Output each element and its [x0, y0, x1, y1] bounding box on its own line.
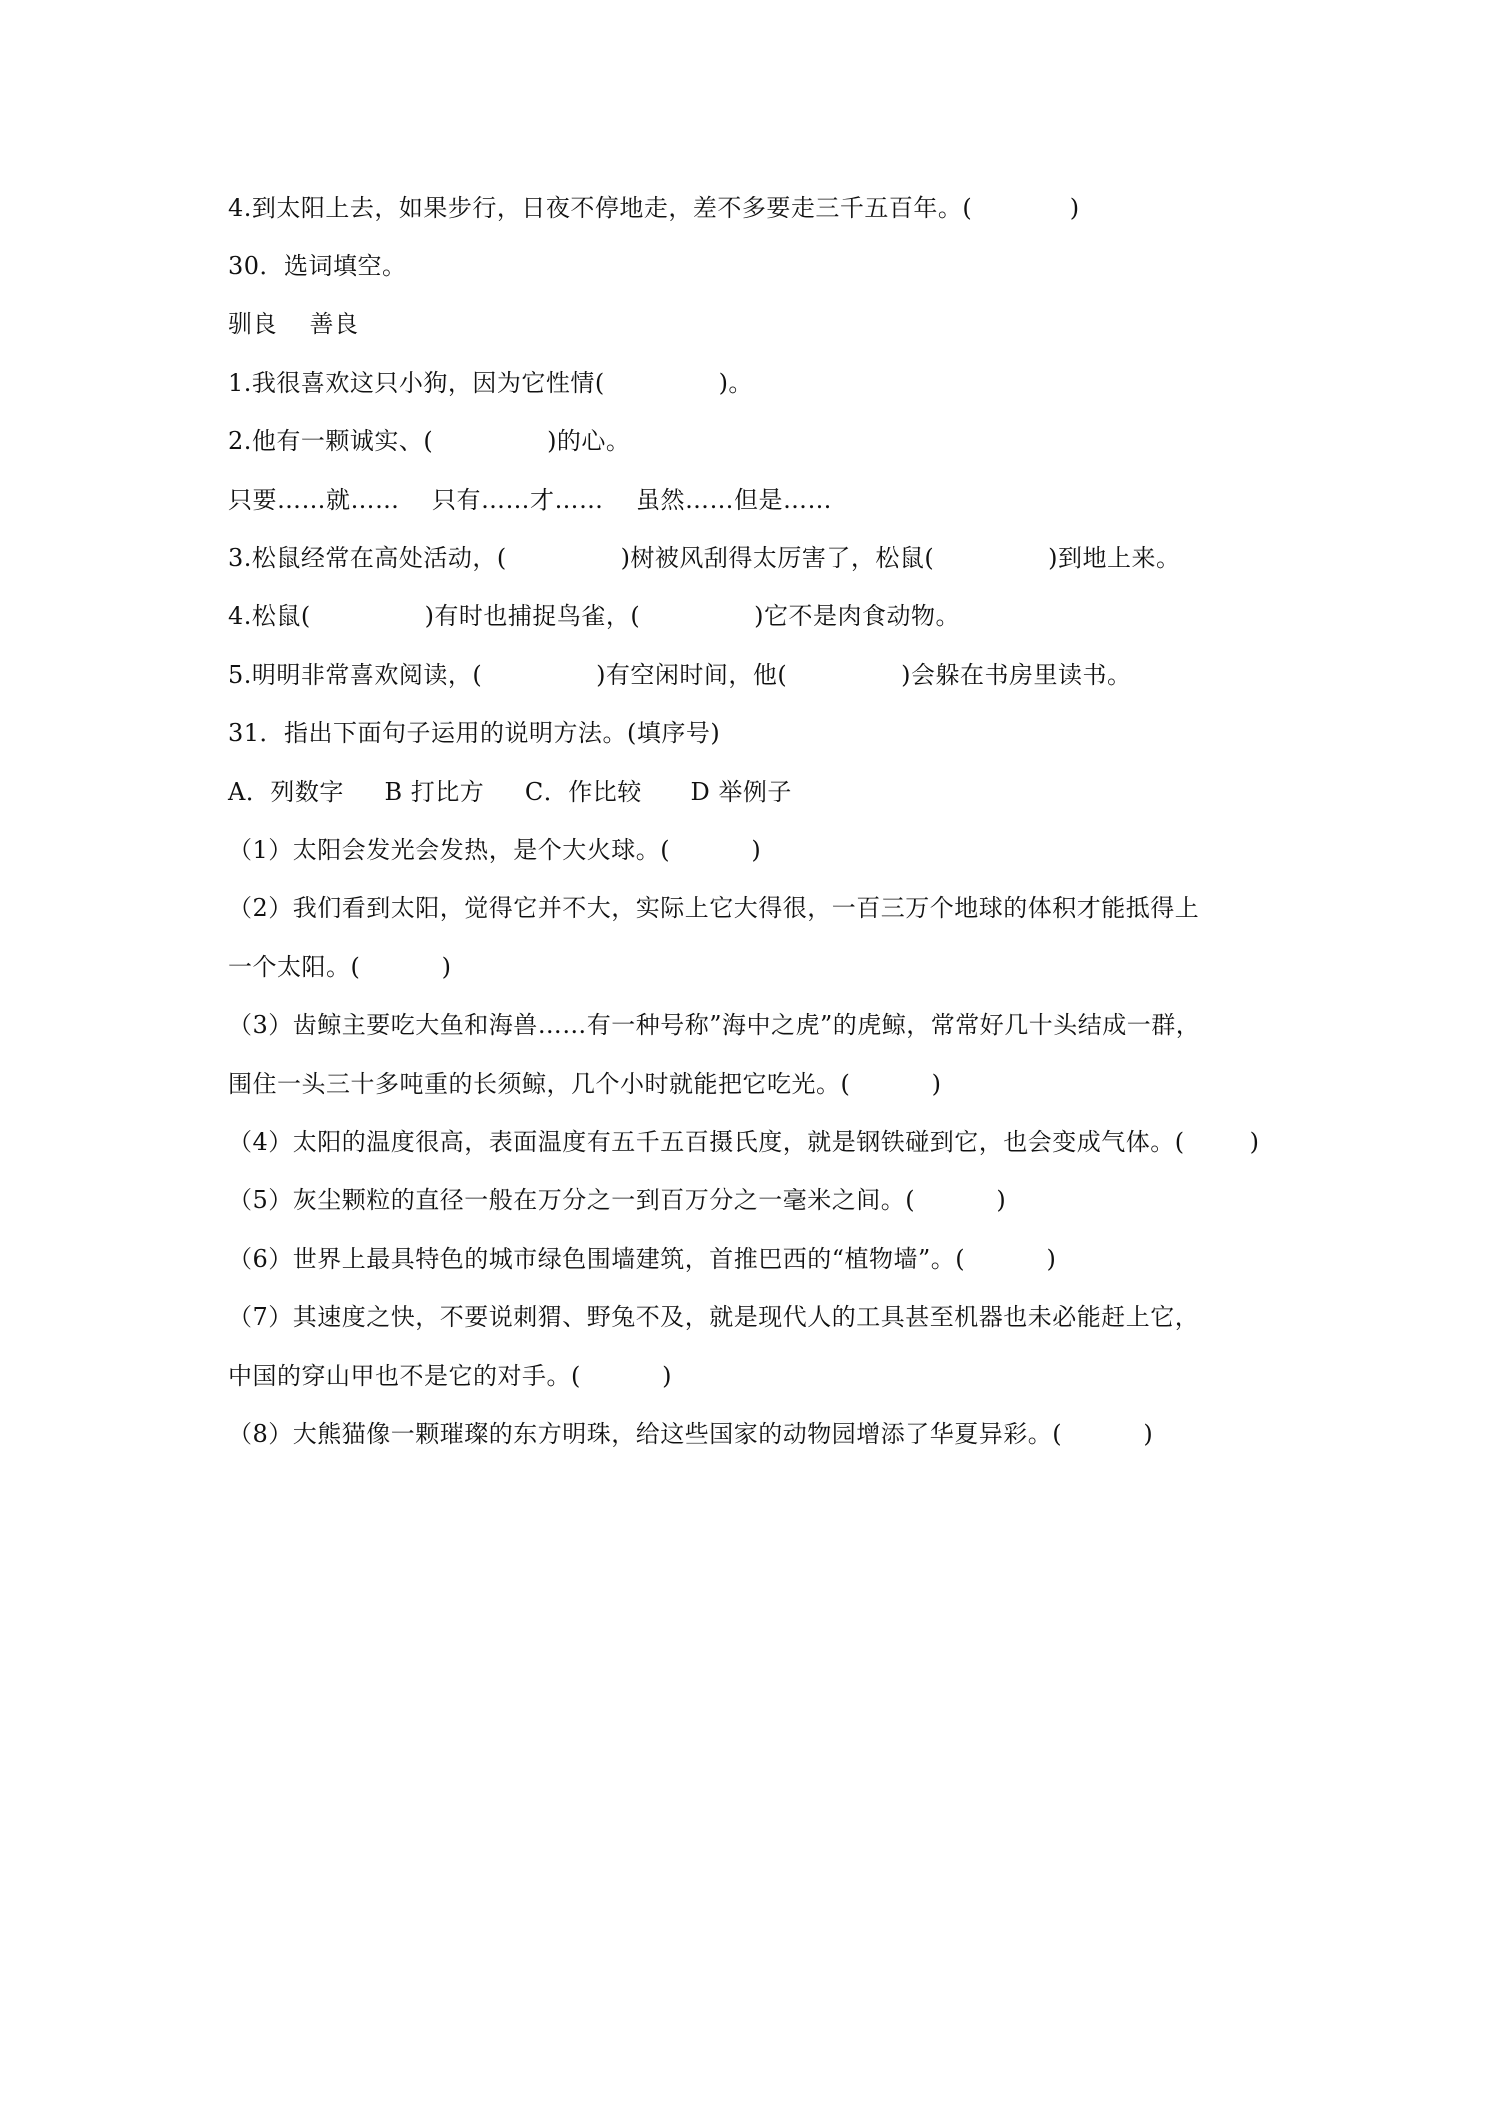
q31-options: A．列数字 B 打比方 C．作比较 D 举例子	[228, 778, 792, 806]
q31-sentence-7-line1: （7）其速度之快，不要说刺猬、野兔不及，就是现代人的工具甚至机器也未必能赶上它，	[228, 1303, 1200, 1331]
q31-sentence-7-line2: 中国的穿山甲也不是它的对手。( )	[228, 1362, 673, 1390]
q30-item3: 3.松鼠经常在高处活动，( )树被风刮得太厉害了，松鼠( )到地上来。	[228, 544, 1181, 572]
q30-item4: 4.松鼠( )有时也捕捉鸟雀，( )它不是肉食动物。	[228, 602, 960, 630]
q31-title: 31．指出下面句子运用的说明方法。(填序号)	[228, 719, 721, 747]
q30-title: 30．选词填空。	[228, 252, 407, 280]
q30-word-group-1: 驯良 善良	[228, 310, 359, 338]
q29-item4: 4.到太阳上去，如果步行，日夜不停地走，差不多要走三千五百年。( )	[228, 194, 1080, 222]
q31-sentence-3-line1: （3）齿鲸主要吃大鱼和海兽……有一种号称”海中之虎”的虎鲸，常常好几十头结成一群，	[228, 1011, 1201, 1039]
q30-word-group-2: 只要……就…… 只有……才…… 虽然……但是……	[228, 486, 833, 514]
q31-sentence-8: （8）大熊猫像一颗璀璨的东方明珠，给这些国家的动物园增添了华夏异彩。( )	[228, 1420, 1154, 1448]
q30-item5: 5.明明非常喜欢阅读，( )有空闲时间，他( )会躲在书房里读书。	[228, 661, 1132, 689]
q31-sentence-1: （1）太阳会发光会发热，是个大火球。( )	[228, 836, 762, 864]
q31-sentence-6: （6）世界上最具特色的城市绿色围墙建筑，首推巴西的“植物墙”。( )	[228, 1245, 1057, 1273]
q30-item2: 2.他有一颗诚实、( )的心。	[228, 427, 631, 455]
q30-item1: 1.我很喜欢这只小狗，因为它性情( )。	[228, 369, 753, 397]
q31-sentence-3-line2: 围住一头三十多吨重的长须鲸，几个小时就能把它吃光。( )	[228, 1070, 942, 1098]
q31-sentence-2-line2: 一个太阳。( )	[228, 953, 452, 981]
q31-sentence-4: （4）太阳的温度很高，表面温度有五千五百摄氏度，就是钢铁碰到它，也会变成气体。( )	[228, 1128, 1260, 1156]
q31-sentence-5: （5）灰尘颗粒的直径一般在万分之一到百万分之一毫米之间。( )	[228, 1186, 1007, 1214]
q31-sentence-2-line1: （2）我们看到太阳，觉得它并不大，实际上它大得很，一百三万个地球的体积才能抵得上	[228, 894, 1200, 922]
